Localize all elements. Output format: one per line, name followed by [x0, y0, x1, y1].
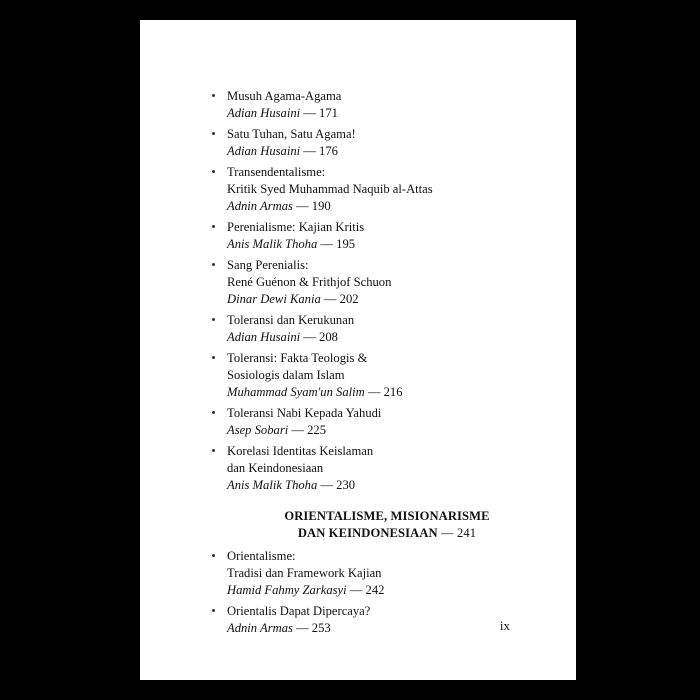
- list-item: [212, 126, 562, 160]
- entry-author: Anis Malik Thoha: [227, 478, 318, 492]
- entry-page-number: 202: [339, 292, 359, 306]
- entry-author: Adian Husaini: [227, 106, 301, 120]
- entry-dash: —: [367, 385, 381, 399]
- entry-page-number: 171: [319, 106, 338, 120]
- bullet-icon: [212, 411, 215, 414]
- list-item: [212, 257, 562, 308]
- entry-byline: [227, 477, 562, 494]
- entry-byline: [227, 198, 562, 215]
- list-item: [212, 548, 562, 599]
- entry-title: Sang Perenialis:: [227, 258, 309, 272]
- section-dash: —: [441, 526, 454, 540]
- entry-byline: [227, 291, 562, 308]
- section-heading-line-1: [212, 508, 562, 525]
- entry-byline: [227, 620, 562, 637]
- bullet-icon: [212, 318, 215, 321]
- table-of-contents: [212, 88, 562, 641]
- entry-page-number: 195: [336, 237, 356, 251]
- bullet-icon: [212, 94, 215, 97]
- entry-author: Muhammad Syam'un Salim: [227, 385, 365, 399]
- entry-byline: [227, 384, 562, 401]
- list-item: [212, 164, 562, 215]
- entry-page-number: 216: [383, 385, 403, 399]
- entry-page-number: 242: [365, 583, 385, 597]
- entry-dash: —: [303, 144, 316, 158]
- entry-title: René Guénon & Frithjof Schuon: [227, 275, 392, 289]
- entry-dash: —: [296, 199, 309, 213]
- list-item: [212, 88, 562, 122]
- entry-title: Orientalis Dapat Dipercaya?: [227, 604, 371, 618]
- bullet-icon: [212, 449, 215, 452]
- book-page: [140, 20, 576, 680]
- entry-title: Orientalisme:: [227, 549, 296, 563]
- bullet-icon: [212, 609, 215, 612]
- page-number: ix: [499, 618, 510, 633]
- list-item: [212, 443, 562, 494]
- entry-page-number: 208: [319, 330, 338, 344]
- entry-dash: —: [296, 621, 309, 635]
- entry-page-number: 225: [307, 423, 327, 437]
- entry-title: dan Keindonesiaan: [227, 461, 324, 475]
- entry-title: Toleransi dan Kerukunan: [227, 313, 355, 327]
- entry-author: Adian Husaini: [227, 330, 301, 344]
- entry-author: Adnin Armas: [227, 199, 293, 213]
- entry-title: Kritik Syed Muhammad Naquib al-Attas: [227, 182, 433, 196]
- entry-dash: —: [291, 423, 304, 437]
- entry-dash: —: [303, 106, 316, 120]
- entry-byline: [227, 422, 562, 439]
- entry-page-number: 253: [311, 621, 331, 635]
- entry-dash: —: [320, 478, 334, 492]
- section-title-part-2: DAN KEINDONESIAAN: [297, 526, 438, 540]
- bullet-icon: [212, 225, 215, 228]
- list-item: [212, 405, 562, 439]
- bullet-icon: [212, 132, 215, 135]
- section-title-part-1: ORIENTALISME, MISIONARISME: [284, 509, 490, 523]
- toc-list: [212, 88, 562, 494]
- entry-title: Tradisi dan Framework Kajian: [227, 566, 382, 580]
- entry-author: Asep Sobari: [227, 423, 289, 437]
- section-page-number: 241: [456, 526, 477, 540]
- entry-byline: [227, 236, 562, 253]
- entry-page-number: 190: [311, 199, 331, 213]
- section-heading: [212, 508, 562, 542]
- list-item: [212, 312, 562, 346]
- bullet-icon: [212, 356, 215, 359]
- list-item: [212, 219, 562, 253]
- entry-author: Hamid Fahmy Zarkasyi: [227, 583, 347, 597]
- entry-title: Satu Tuhan, Satu Agama!: [227, 127, 356, 141]
- entry-title: Musuh Agama-Agama: [227, 89, 342, 103]
- entry-dash: —: [349, 583, 363, 597]
- entry-title: Sosiologis dalam Islam: [227, 368, 345, 382]
- entry-title: Perenialisme: Kajian Kritis: [227, 220, 365, 234]
- entry-dash: —: [303, 330, 316, 344]
- entry-byline: [227, 329, 562, 346]
- section-heading-line-2: [212, 525, 562, 542]
- entry-title: Korelasi Identitas Keislaman: [227, 444, 374, 458]
- bullet-icon: [212, 170, 215, 173]
- entry-author: Adnin Armas: [227, 621, 293, 635]
- list-item: [212, 350, 562, 401]
- entry-author: Adian Husaini: [227, 144, 301, 158]
- entry-dash: —: [320, 237, 334, 251]
- entry-dash: —: [323, 292, 337, 306]
- entry-byline: [227, 582, 562, 599]
- entry-author: Anis Malik Thoha: [227, 237, 318, 251]
- entry-title: Transendentalisme:: [227, 165, 326, 179]
- entry-byline: [227, 143, 562, 160]
- entry-author: Dinar Dewi Kania: [227, 292, 321, 306]
- entry-byline: [227, 105, 562, 122]
- entry-page-number: 176: [319, 144, 338, 158]
- bullet-icon: [212, 554, 215, 557]
- bullet-icon: [212, 263, 215, 266]
- entry-page-number: 230: [336, 478, 356, 492]
- entry-title: Toleransi: Fakta Teologis &: [227, 351, 368, 365]
- entry-title: Toleransi Nabi Kepada Yahudi: [227, 406, 382, 420]
